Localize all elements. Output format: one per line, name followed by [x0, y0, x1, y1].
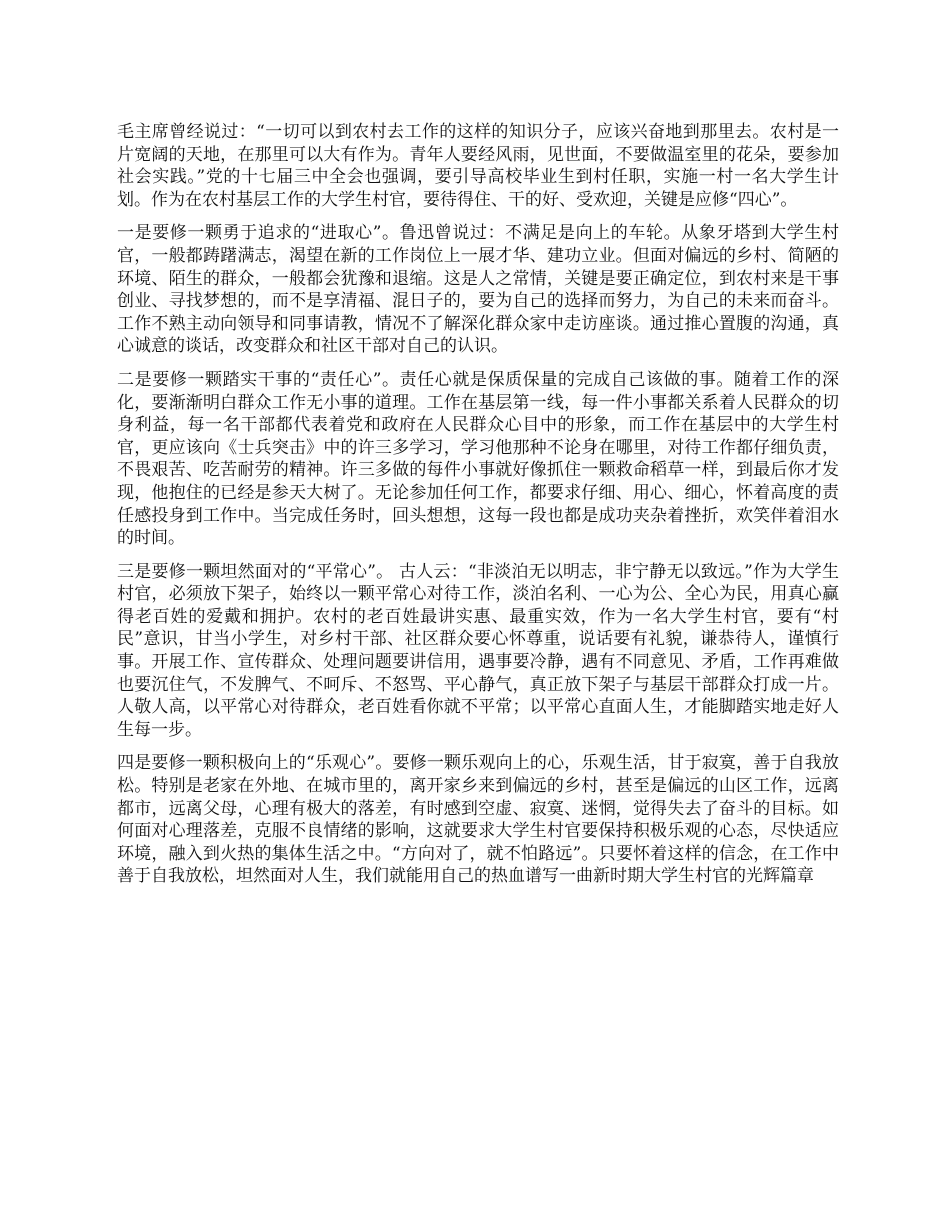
paragraph-optimism: 四是要修一颗积极向上的“乐观心”。要修一颗乐观向上的心，乐观生活，甘于寂寞，善于自我放松。特别是老家在外地、在城市里的，离开家乡来到偏远的乡村，甚至是偏远的山区工作，远离都市，远离父母，心理有极大的落差，有时感到空虚、寂寞、迷惘，觉得失去了奋斗的目标。如何面对心理落差，克服不良情绪的影响，这就要求大学生村官要保持积极乐观的心态，尽快适应环境，融入到火热的集体生活之中。“方向对了，就不怕路远”。只要怀着这样的信念，在工作中善于自我放松，坦然面对人生，我们就能用自己的热血谱写一曲新时期大学生村官的光辉篇章: [117, 753, 839, 887]
paragraph-ambition: 一是要修一颗勇于追求的“进取心”。鲁迅曾说过：不满足是向上的车轮。从象牙塔到大学生村官，一般都踌躇满志，渴望在新的工作岗位上一展才华、建功立业。但面对偏远的乡村、简陋的环境、陌生的群众，一般都会犹豫和退缩。这是人之常情，关键是要正确定位，到农村来是干事创业、寻找梦想的，而不是享清福、混日子的，要为自己的选择而努力，为自己的未来而奋斗。工作不熟主动向领导和同事请教，情况不了解深化群众家中走访座谈。通过推心置腹的沟通，真心诚意的谈话，改变群众和社区干部对自己的认识。: [117, 223, 839, 357]
paragraph-responsibility: 二是要修一颗踏实干事的“责任心”。责任心就是保质保量的完成自己该做的事。随着工作的深化，要渐渐明白群众工作无小事的道理。工作在基层第一线，每一件小事都关系着人民群众的切身利益，每一名干部都代表着党和政府在人民群众心目中的形象，而工作在基层中的大学生村官，更应该向《士兵突击》中的许三多学习，学习他那种不论身在哪里，对待工作都仔细负责，不畏艰苦、吃苦耐劳的精神。许三多做的每件小事就好像抓住一颗救命稻草一样，到最后你才发现，他抱住的已经是参天大树了。无论参加任何工作，都要求仔细、用心、细心，怀着高度的责任感投身到工作中。当完成任务时，回头想想，这每一段也都是成功夹杂着挫折，欢笑伴着泪水的时间。: [117, 369, 839, 549]
paragraph-equanimity: 三是要修一颗坦然面对的“平常心”。 古人云：“非淡泊无以明志，非宁静无以致远。”作为大学生村官，必须放下架子，始终以一颗平常心对待工作，淡泊名利、一心为公、全心为民，用真心赢得老百姓的爱戴和拥护。农村的老百姓最讲实惠、最重实效，作为一名大学生村官，要有“村民”意识，甘当小学生，对乡村干部、社区群众要心怀尊重，说话要有礼貌，谦恭待人，谨慎行事。开展工作、宣传群众、处理问题要讲信用，遇事要冷静，遇有不同意见、矛盾，工作再难做也要沉住气，不发脾气、不呵斥、不怒骂、平心静气，真正放下架子与基层干部群众打成一片。人敬人高，以平常心对待群众，老百姓看你就不平常；以平常心直面人生，才能脚踏实地走好人生每一步。: [117, 561, 839, 740]
document-body: [117, 121, 839, 899]
paragraph-intro: 毛主席曾经说过：“一切可以到农村去工作的这样的知识分子，应该兴奋地到那里去。农村是一片宽阔的天地，在那里可以大有作为。青年人要经风雨，见世面，不要做温室里的花朵，要参加社会实践。”党的十七届三中全会也强调，要引导高校毕业生到村任职，实施一村一名大学生计划。作为在农村基层工作的大学生村官，要待得住、干的好、受欢迎，关键是应修“四心”。: [117, 122, 839, 210]
